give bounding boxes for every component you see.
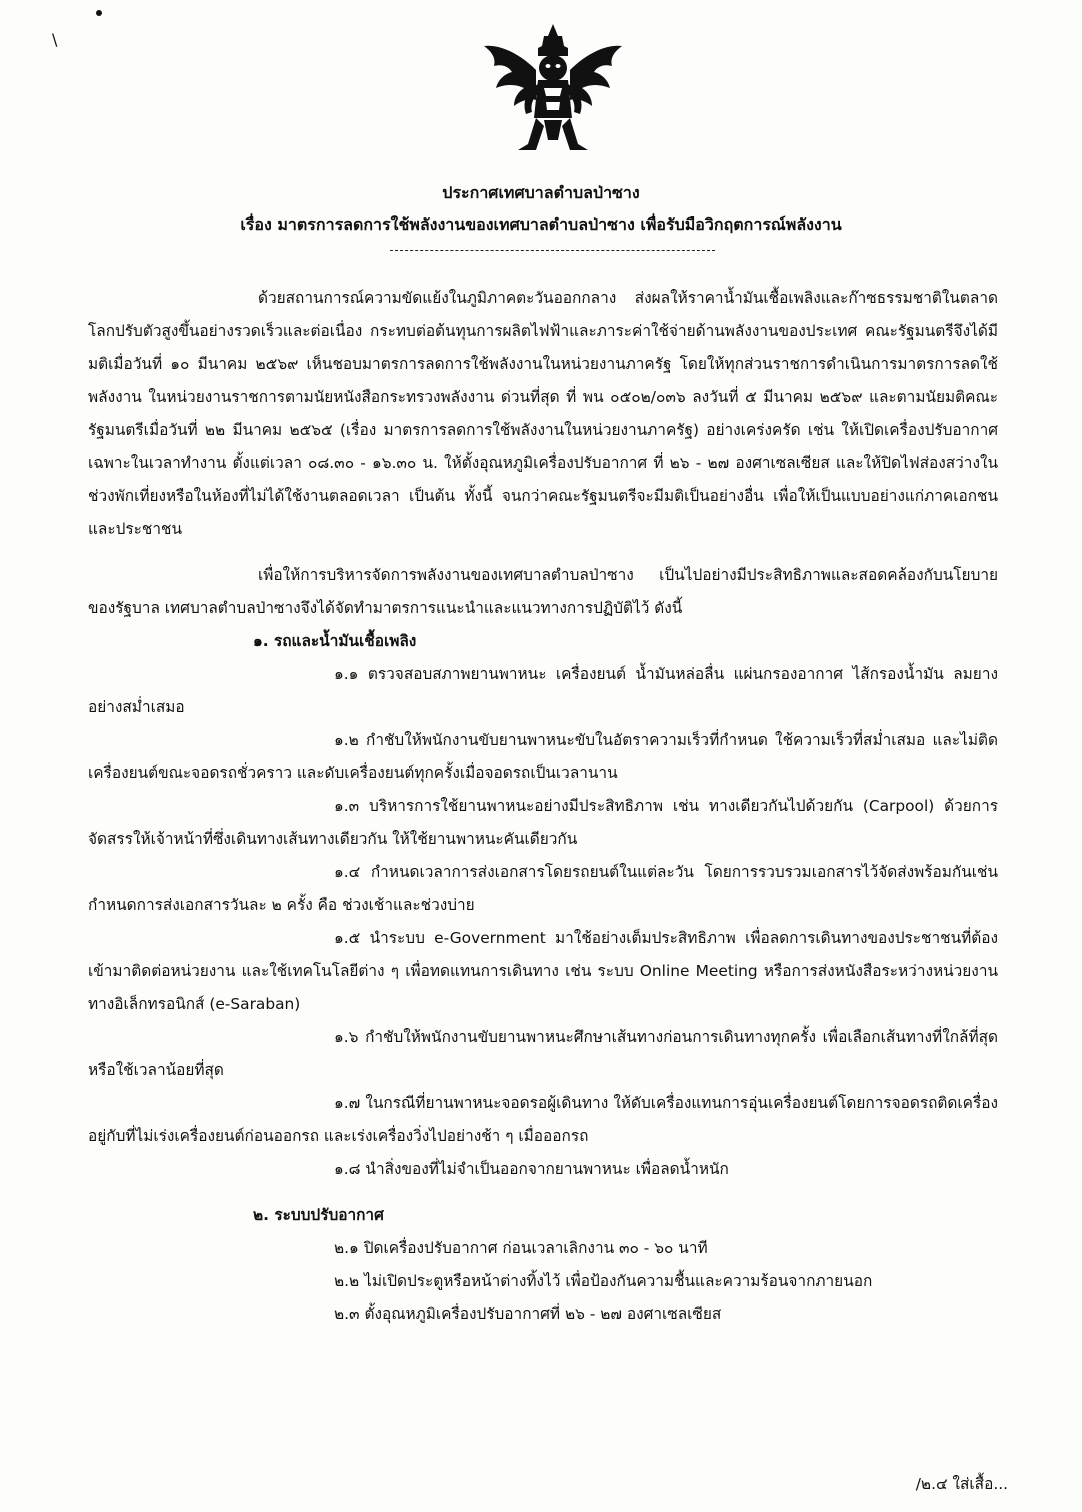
- section-1-item: ๑.๑ ตรวจสอบสภาพยานพาหนะ เครื่องยนต์ น้ำมันหล่อลื่น แผ่นกรองอากาศ ไส้กรองน้ำมัน ลมยางอย่างสม่ำเสมอ: [88, 665, 998, 716]
- section-2-title: ๒. ระบบปรับอากาศ: [253, 1206, 384, 1224]
- section-2-item: ๒.๓ ตั้งอุณหภูมิเครื่องปรับอากาศที่ ๒๖ - ๒๗ องศาเซลเซียส: [334, 1305, 722, 1323]
- section-1-item: ๑.๒ กำชับให้พนักงานขับยานพาหนะขับในอัตราความเร็วที่กำหนด ใช้ความเร็วที่สม่ำเสมอ และไม่ติดเครื่องยนต์ขณะจอดรถชั่วคราว และดับเครื่องยนต์ทุกครั้งเมื่อจอดรถเป็นเวลานาน: [88, 731, 998, 782]
- section-2-item: ๒.๑ ปิดเครื่องปรับอากาศ ก่อนเวลาเลิกงาน ๓๐ - ๖๐ นาที: [334, 1239, 708, 1257]
- section-1-item: ๑.๖ กำชับให้พนักงานขับยานพาหนะศึกษาเส้นทางก่อนการเดินทางทุกครั้ง เพื่อเลือกเส้นทางที่ใกล้ที่สุดหรือใช้เวลาน้อยที่สุด: [88, 1028, 998, 1079]
- document-title: ประกาศเทศบาลตำบลป่าซาง: [442, 183, 640, 202]
- next-page-reference: /๒.๔ ใส่เสื้อ...: [915, 1475, 1008, 1493]
- document-body: [88, 282, 998, 1331]
- intro-paragraph-1: ด้วยสถานการณ์ความขัดแย้งในภูมิภาคตะวันออกกลาง ส่งผลให้ราคาน้ำมันเชื้อเพลิงและก๊าซธรรมชาติในตลาดโลกปรับตัวสูงขึ้นอย่างรวดเร็วและต่อเนื่อง กระทบต่อต้นทุนการผลิตไฟฟ้าและภาระค่าใช้จ่ายด้านพลังงานของประเทศ คณะรัฐมนตรีจึงได้มีมติเมื่อวันที่ ๑๐ มีนาคม ๒๕๖๙ เห็นชอบมาตรการลดการใช้พลังงานในหน่วยงานภาครัฐ โดยให้ทุกส่วนราชการดำเนินการมาตรการลดใช้พลังงาน ในหน่วยงานราชการตามนัยหนังสือกระทรวงพลังงาน ด่วนที่สุด ที่ พน ๐๕๐๒/๐๓๖ ลงวันที่ ๕ มีนาคม ๒๕๖๙ และตามนัยมติคณะรัฐมนตรีเมื่อวันที่ ๒๒ มีนาคม ๒๕๖๕ (เรื่อง มาตรการลดการใช้พลังงานในหน่วยงานภาครัฐ) อย่างเคร่งครัด เช่น ให้เปิดเครื่องปรับอากาศเฉพาะในเวลาทำงาน ตั้งแต่เวลา ๐๘.๓๐ - ๑๖.๓๐ น. ให้ตั้งอุณหภูมิเครื่องปรับอากาศ ที่ ๒๖ - ๒๗ องศาเซลเซียส และให้ปิดไฟส่องสว่างในช่วงพักเที่ยงหรือในห้องที่ไม่ได้ใช้งานตลอดเวลา เป็นต้น ทั้งนี้ จนกว่าคณะรัฐมนตรีจะมีมติเป็นอย่างอื่น เพื่อให้เป็นแบบอย่างแก่ภาคเอกชนและประชาชน: [88, 289, 998, 538]
- section-1-item: ๑.๗ ในกรณีที่ยานพาหนะจอดรอผู้เดินทาง ให้ดับเครื่องแทนการอุ่นเครื่องยนต์โดยการจอดรถติดเครื่องอยู่กับที่ไม่เร่งเครื่องยนต์ก่อนออกรถ และเร่งเครื่องวิ่งไปอย่างช้า ๆ เมื่อออกรถ: [88, 1094, 998, 1145]
- scan-mark: \: [52, 30, 58, 49]
- scan-speck: [96, 10, 102, 16]
- title-divider: [390, 250, 715, 251]
- section-1-item: ๑.๕ นำระบบ e-Government มาใช้อย่างเต็มประสิทธิภาพ เพื่อลดการเดินทางของประชาชนที่ต้องเข้ามาติดต่อหน่วยงาน และใช้เทคโนโลยีต่าง ๆ เพื่อทดแทนการเดินทาง เช่น ระบบ Online Meeting หรือการส่งหนังสือระหว่างหน่วยงานทางอิเล็กทรอนิกส์ (e-Saraban): [88, 929, 998, 1013]
- section-1-item: ๑.๔ กำหนดเวลาการส่งเอกสารโดยรถยนต์ในแต่ละวัน โดยการรวบรวมเอกสารไว้จัดส่งพร้อมกันเช่น กำหนดการส่งเอกสารวันละ ๒ ครั้ง คือ ช่วงเช้าและช่วงบ่าย: [88, 863, 998, 914]
- section-1-title: ๑. รถและน้ำมันเชื้อเพลิง: [253, 632, 417, 650]
- intro-paragraph-2: เพื่อให้การบริหารจัดการพลังงานของเทศบาลตำบลป่าซาง เป็นไปอย่างมีประสิทธิภาพและสอดคล้องกับนโยบายของรัฐบาล เทศบาลตำบลป่าซางจึงได้จัดทำมาตรการแนะนำและแนวทางการปฏิบัติไว้ ดังนี้: [88, 566, 998, 617]
- section-1-item: ๑.๓ บริหารการใช้ยานพาหนะอย่างมีประสิทธิภาพ เช่น ทางเดียวกันไปด้วยกัน (Carpool) ด้วยการจัดสรรให้เจ้าหน้าที่ซึ่งเดินทางเส้นทางเดียวกัน ให้ใช้ยานพาหนะคันเดียวกัน: [88, 797, 998, 848]
- section-2-item: ๒.๒ ไม่เปิดประตูหรือหน้าต่างทิ้งไว้ เพื่อป้องกันความชื้นและความร้อนจากภายนอก: [334, 1272, 873, 1290]
- document-subject: เรื่อง มาตรการลดการใช้พลังงานของเทศบาลตำบลป่าซาง เพื่อรับมือวิกฤตการณ์พลังงาน: [240, 215, 842, 234]
- section-1-item: ๑.๘ นำสิ่งของที่ไม่จำเป็นออกจากยานพาหนะ เพื่อลดน้ำหนัก: [334, 1160, 729, 1178]
- garuda-emblem-icon: [478, 22, 628, 162]
